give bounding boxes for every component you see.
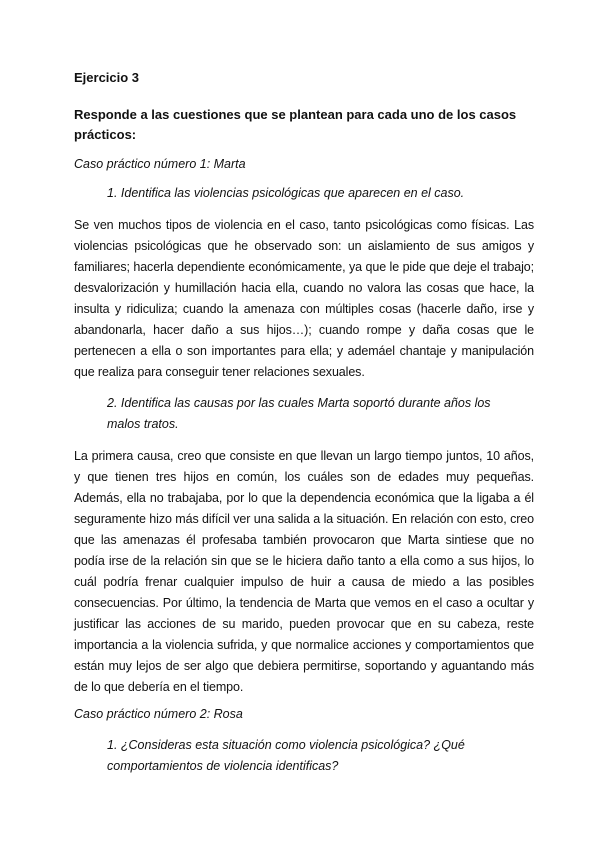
case-1-question-2: 2. Identifica las causas por las cuales Marta soportó durante años los malos tratos.: [107, 396, 491, 431]
case-1-question-1: 1. Identifica las violencias psicológicas que aparecen en el caso.: [107, 186, 465, 200]
exercise-title: Ejercicio 3: [74, 70, 140, 85]
case-1-answer-2: La primera causa, creo que consiste en que llevan un largo tiempo juntos, 10 años, y que tienen tres hijos en común, los cuáles son de edades muy pequeñas. Además, ella no trabajaba, por lo que la dependencia económica que la ligaba a él seguramente hizo más difícil ver una salida a la situación. En relación con esto, creo que las amenazas él profesaba también provocaron que Marta sintiese que no podía irse de la relación sin que se le hiciera daño tanto a ella como a sus hijos, lo cuál podría frenar cualquier impulso de huir a causa de miedo a las posibles consecuencias. Por último, la tendencia de Marta que vemos en el caso a ocultar y justificar las acciones de su marido, pueden provocar que en su cabeza, reste importancia a la violencia sufrida, y que normalice acciones y comportamientos que están muy lejos de ser algo que debiera permitirse, soportando y aguantando más de lo que debería en el tiempo.: [74, 449, 534, 694]
case-1-label: Caso práctico número 1: Marta: [74, 157, 246, 171]
case-2-question-1: 1. ¿Consideras esta situación como violencia psicológica? ¿Qué comportamientos de violencia identificas?: [107, 738, 465, 773]
case-1-answer-1: Se ven muchos tipos de violencia en el caso, tanto psicológicas como físicas. Las violencias psicológicas que he observado son: un aislamiento de sus amigos y familiares; hacerla dependiente económicamente, ya que le pide que deje el trabajo; desvalorización y humillación hacia ella, cuando no valora las cosas que hace, la insulta y ridiculiza; cuando la amenaza con múltiples cosas (hacerle daño, irse y abandonarla, hacer daño a sus hijos…); cuando rompe y daña cosas que le pertenecen a ella o son importantes para ella; y ademáel chantaje y manipulación que realiza para conseguir tener relaciones sexuales.: [74, 218, 534, 379]
case-2-label: Caso práctico número 2: Rosa: [74, 707, 243, 721]
exercise-instructions: Responde a las cuestiones que se plantean para cada uno de los casos prácticos:: [74, 107, 517, 142]
